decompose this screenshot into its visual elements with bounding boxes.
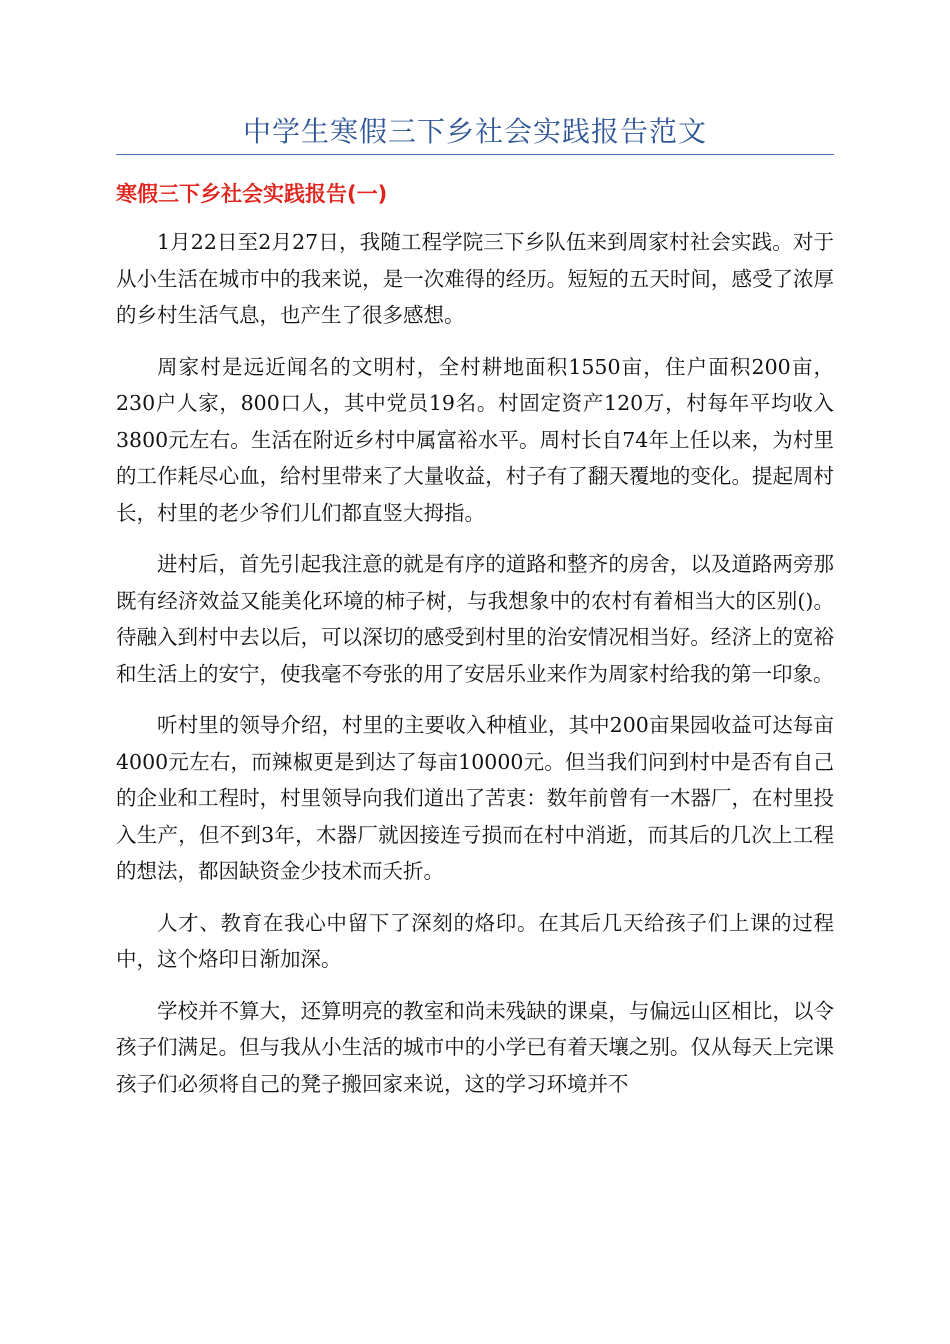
title-underline: [116, 154, 834, 155]
paragraph: 听村里的领导介绍，村里的主要收入种植业，其中200亩果园收益可达每亩4000元左右，而辣椒更是到达了每亩10000元。但当我们问到村中是否有自己的企业和工程时，村里领导向我们道出了苦衷：数年前曾有一木器厂，在村里投入生产，但不到3年，木器厂就因接连亏损而在村中消逝，而其后的几次上工程的想法，都因缺资金少技术而夭折。: [116, 713, 834, 883]
document-body: [116, 224, 834, 1117]
paragraph: 1月22日至2月27日，我随工程学院三下乡队伍来到周家村社会实践。对于从小生活在城市中的我来说，是一次难得的经历。短短的五天时间，感受了浓厚的乡村生活气息，也产生了很多感想。: [116, 230, 834, 327]
paragraph: 周家村是远近闻名的文明村，全村耕地面积1550亩，住户面积200亩，230户人家，800口人，其中党员19名。村固定资产120万，村每年平均收入3800元左右。生活在附近乡村中属富裕水平。周村长自74年上任以来，为村里的工作耗尽心血，给村里带来了大量收益，村子有了翻天覆地的变化。提起周村长，村里的老少爷们儿们都直竖大拇指。: [116, 354, 834, 525]
section-heading: 寒假三下乡社会实践报告(一): [116, 182, 388, 206]
paragraph: 人才、教育在我心中留下了深刻的烙印。在其后几天给孩子们上课的过程中，这个烙印日渐加深。: [116, 910, 834, 971]
paragraph: 学校并不算大，还算明亮的教室和尚未残缺的课桌，与偏远山区相比，以令孩子们满足。但与我从小生活的城市中的小学已有着天壤之别。仅从每天上完课孩子们必须将自己的凳子搬回家来说，这的学习环境并不: [116, 998, 834, 1096]
paragraph: 进村后，首先引起我注意的就是有序的道路和整齐的房舍，以及道路两旁那既有经济效益又能美化环境的柿子树，与我想象中的农村有着相当大的区别()。待融入到村中去以后，可以深切的感受到村里的治安情况相当好。经济上的宽裕和生活上的安宁，使我毫不夸张的用了安居乐业来作为周家村给我的第一印象。: [116, 552, 834, 686]
document-title: 中学生寒假三下乡社会实践报告范文: [242, 115, 707, 148]
